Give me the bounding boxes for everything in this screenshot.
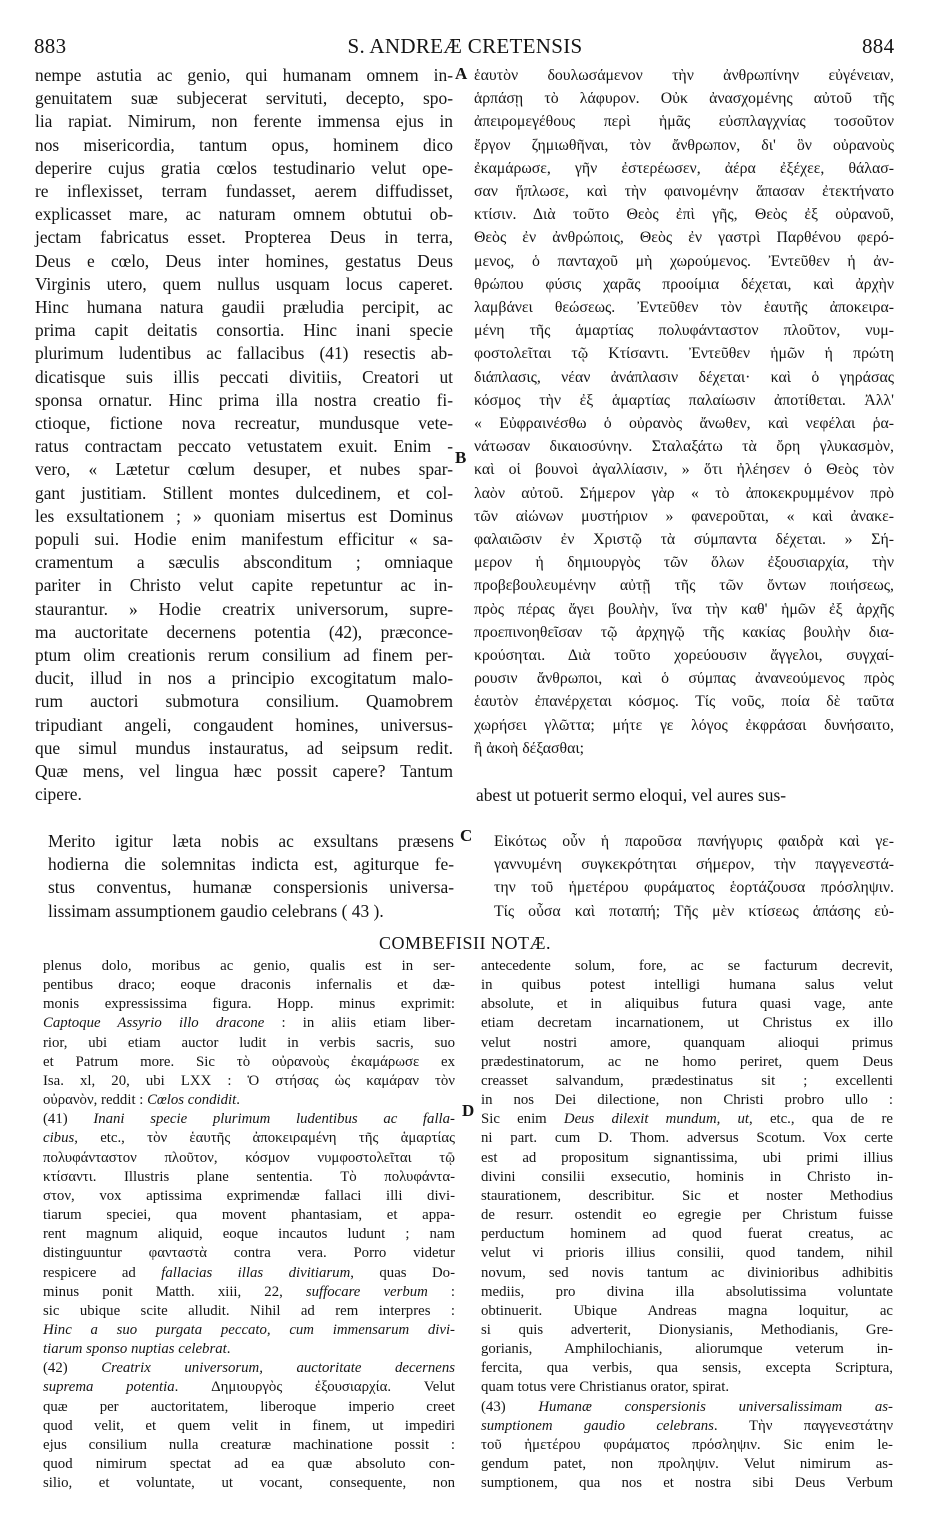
text-line: ἁρπάσῃ τὸ λάφυρον. Οὐκ ἀνασχομένης αὐτοῦ τῆς: [474, 90, 894, 108]
text-line: ratus contractam peccato vetustatem exuit. Enim -: [35, 436, 453, 457]
text-line: Τίς οὖσα καὶ ποταπή; Τῆς μὲν κτίσεως ἁπάσης εὐ-: [494, 902, 894, 920]
page-number-right: 884: [862, 34, 895, 58]
margin-marker-c: C: [460, 826, 473, 845]
text-line: plurimum ludentibus ac fallacibus (41) resectis ab-: [35, 343, 453, 364]
text-line: rior, ubi etiam auctor ludit in verbis sacris, suo: [43, 1034, 455, 1051]
text-line: κόσμος τὴν ἐξ ἁμαρτίας παλαίωσιν ἀποτίθεται. Ἀλλ': [474, 391, 894, 409]
latin-continuation-line: abest ut potuerit sermo eloqui, vel aures sus-: [476, 785, 787, 805]
text-line: et Patrum more. Sic τὸ οὐρανοὺς ἐκαμάρωσε ex: [43, 1053, 455, 1070]
text-line: πολυφάνταστον πλοῦτον, κόσμον νυμφοστολεῖται τῷ: [43, 1149, 455, 1166]
text-line: πρὸς πέρας ἄγει βουλὴν, ἵνα τὴν καθ' ἡμῶν ἐξ ἀρχῆς: [474, 600, 894, 618]
text-line: ducit, illud in nos a principio excogitatum malo-: [35, 668, 453, 689]
text-line: populi sui. Hodie enim manifestum efficitur « sa-: [35, 529, 453, 550]
text-line: μένη τῆς ἁμαρτίας πολυφάνταστον πλοῦτον, νυμ-: [474, 322, 894, 340]
text-line: in quibus potest intelligi humana salus velut: [481, 977, 893, 994]
text-line: προεπινοηθεῖσαν τῷ ἀρχηγῷ τῆς κακίας βουλὴν δια-: [474, 623, 894, 641]
text-line: νάτωσαν δικαιοσύνην. Σταλαξάτω τὰ ὄρη γλυκασμὸν,: [474, 438, 894, 456]
text-line: Merito igitur læta nobis ac exsultans præsens: [48, 831, 454, 851]
text-line: nempe astutia ac genio, qui humanam omnem in-: [35, 65, 453, 85]
text-line: Isa. xl, 20, ubi LXX : Ὁ στήσας ὡς καμάραν τὸν: [43, 1072, 455, 1089]
page-number-left: 883: [34, 34, 67, 58]
text-line: staurantur. » Hodie creatrix universorum, supre-: [35, 598, 453, 619]
text-line: quod nimirum spectat ad ea quæ absoluto con-: [43, 1456, 455, 1473]
text-line: hodierna die solemnitas indicta est, agiturque fe-: [48, 854, 454, 875]
text-line: Θεὸς ἐν ἀνθρώποις, Θεὸς ἐν γαστρὶ Παρθένου φερό-: [474, 229, 894, 247]
text-line: Virginis utero, quem nullus usquam locus caperet.: [35, 273, 453, 294]
text-line: μενος, ὁ πανταχοῦ μὴ χωρούμενος. Ἐντεῦθεν ἡ ἀν-: [474, 252, 894, 270]
text-line: monis expressissima figura. Hopp. minus exprimit:: [43, 996, 455, 1013]
text-line: silio, et voluntate, ut vocant, consequente, non: [43, 1475, 455, 1492]
text-line: κτίσαντι. Illustris plane sententia. Τὸ πολυφάντα-: [43, 1168, 455, 1185]
text-line: pariter in Christo velut capite repetuntur ac in-: [35, 575, 453, 596]
text-line: velut vi prioris illius consilii, quod tandem, nihil: [481, 1245, 893, 1262]
text-line: ἀπειρομεγέθους περὶ ἡμᾶς εὐσπλαγχνίας τοσοῦτον: [474, 113, 894, 131]
text-line: θρώπου φύσις χαρᾶς προοίμια δέχεται, καὶ ἀρχὴν: [474, 275, 894, 293]
text-line: perductum hominem ad quod fuerat creatus, ac: [481, 1226, 893, 1243]
text-line: Εἰκότως οὖν ἡ παροῦσα πανήγυρις φαιδρὰ καὶ γε-: [494, 833, 894, 850]
latin-paragraph-merito: [48, 830, 454, 923]
text-line: sumptionem, qua nos et nostra sibi Deus Verbum: [481, 1475, 893, 1492]
text-line: obtinuerit. Ubique Andreas magna loquitur, ac: [481, 1302, 893, 1319]
text-line: minus ponit Matth. xiii, 22, suffocare verbum :: [43, 1283, 455, 1300]
text-line: nos misericordia, tantum opus, hominem dico: [35, 134, 453, 155]
latin-text-column: [35, 64, 453, 807]
text-line: γαννυμένη συγκεκρότηται σήμερον, τὴν παγγενεστά-: [494, 856, 894, 874]
text-line: divini consilii exsecutio, hominis in Christo in-: [481, 1168, 893, 1185]
text-line: absolute, et in aliquibus futura quasi vage, ante: [481, 996, 893, 1013]
text-line: mediis, pro divina illa absolutissima voluntate: [481, 1283, 893, 1300]
greek-text-column: [474, 64, 894, 760]
text-line: plenus dolo, moribus ac genio, qualis est in ser-: [43, 958, 455, 974]
text-line: Captoque Assyrio illo dracone : in aliis etiam liber-: [43, 1015, 455, 1032]
text-line: φοστολεῖται τῷ Κτίσαντι. Ἐντεῦθεν ἡμῶν ἡ πρώτη: [474, 345, 894, 363]
text-line: cramentum a sæculis absconditum ; omniaque: [35, 552, 453, 573]
text-line: gant justitiam. Stillent montes dulcedinem, et col-: [35, 482, 453, 503]
text-line: sic ubique scite alludit. Nihil ad rem interpres :: [43, 1302, 455, 1319]
margin-marker-b: B: [455, 448, 467, 467]
text-line: dicatisque suis illis peccati divitiis, Creatori ut: [35, 366, 453, 387]
text-line: tripudiant angeli, congaudent homines, universus-: [35, 714, 453, 735]
text-line: genuitatem suæ subjecerat servituti, decepto, spo-: [35, 88, 453, 109]
text-line: χωρήσει γλῶττα; μήτε γε λόγος ἐκφράσαι δυνήσαιτο,: [474, 716, 894, 734]
text-line: ἑαυτὸν ἐπανέρχεται κόσμος. Τίς νοῦς, ποία δὲ ταῦτα: [474, 693, 894, 711]
text-line: prædestinatorum, ac ne homo periret, quem Deus: [481, 1053, 893, 1070]
text-line: est ad propositum signantissima, ubi primi illius: [481, 1149, 893, 1166]
text-line: τοῦ ἡμετέρου φυράματος πρόσληψιν. Sic enim le-: [481, 1436, 893, 1453]
text-line: cipere.: [35, 784, 82, 805]
text-line: vero, « Lætetur cœlum desuper, et nubes spar-: [35, 459, 453, 480]
text-line: καὶ οἱ βουνοὶ ἀγαλλίασιν, » ὅτι ἠλέησεν ὁ Θεὸς τὸν: [474, 461, 894, 479]
text-line: rum auctori submotura consilium. Quamobrem: [35, 691, 453, 712]
text-line: ma auctoritate decernens potentia (42), præconce-: [35, 621, 453, 642]
text-line: ni part. cum D. Thom. adversus Scotum. Vox certe: [481, 1130, 893, 1147]
text-line: jectam fabricatus esset. Propterea Deus in terra,: [35, 227, 453, 248]
text-line: creasset salvandum, prædestinatus sit ; excellenti: [481, 1072, 893, 1089]
text-line: respicere ad fallacias illas divitiarum, quas Do-: [43, 1264, 455, 1281]
text-line: antecedente solum, fore, ac se facturum decrevit,: [481, 958, 893, 974]
text-line: ρουσιν ἄνθρωποι, καὶ ὁ σύμπας ἀνανεούμενος πρὸς: [474, 670, 894, 688]
text-line: κρούσηται. Διὰ τοῦτο χορεύουσιν ἄγγελοι, συγχαί-: [474, 647, 894, 665]
text-line: στον, vox aptissima exprimendæ fallaci illi divi-: [43, 1187, 455, 1204]
text-line: distinguuntur φανταστὰ contra vera. Porro videtur: [43, 1245, 455, 1262]
text-line: gorianis, Amphilochianis, aliorumque veterum in-: [481, 1341, 893, 1358]
text-line: τῶν αἰώνων μυστήριον » φανεροῦται, « καὶ ἀνακε-: [474, 507, 894, 525]
text-line: quod velit, et quem velit in finem, ut impediri: [43, 1417, 455, 1434]
text-line: de resurr. ostendit eo egregie per Christum fuisse: [481, 1207, 893, 1224]
text-line: sponsa ornatur. Hinc prima illa nostra creatio fi-: [35, 389, 453, 410]
text-line: (43) Humanæ conspersionis universalissimam as-: [481, 1398, 893, 1415]
text-line: in nos Dei dilectione, non Christi probro ullo :: [481, 1092, 893, 1109]
text-line: προβεβουλευμένην αὐτῇ τῆς τῶν ὄντων ποιήσεως,: [474, 577, 894, 595]
text-line: (41) Inani specie plurimum ludentibus ac falla-: [43, 1111, 455, 1128]
text-line: tiarum sponso nuptias celebrat.: [43, 1341, 231, 1358]
text-line: Quæ mens, vel lingua hæc possit capere? Tantum: [35, 761, 453, 782]
text-line: « Εὐφραινέσθω ὁ οὐρανὸς ἄνωθεν, καὶ νεφέλαι ῥα-: [474, 415, 894, 433]
text-line: prima capit deitatis consortia. Hinc inani specie: [35, 320, 453, 341]
text-line: Hinc a suo purgata peccato, cum immensarum divi-: [43, 1321, 455, 1338]
text-line: cibus, etc., τὸν ἑαυτῆς ἀποκειραμένη τῆς ἁμαρτίας: [43, 1130, 455, 1147]
text-line: διάπλασις, νέαν ἀνάπλασιν δέχεται· καὶ ὁ γηράσας: [474, 368, 894, 386]
text-line: que simul mundus instauratus, ad seipsum redit.: [35, 737, 453, 758]
text-line: ἑαυτὸν δουλωσάμενον τὴν ἀνθρωπίνην εὐγένειαν,: [474, 67, 894, 84]
margin-marker-a: A: [455, 64, 468, 83]
text-line: Hinc humana natura gaudii præludia percipit, ac: [35, 297, 453, 318]
text-line: ctioque, fictione nova recreatur, mundusque vete-: [35, 413, 453, 434]
text-line: etiam decretam incarnationem, ut Christus ex illo: [481, 1015, 893, 1032]
text-line: pentibus draco; eoque draconis infernalis et dæ-: [43, 977, 455, 994]
text-line: Deus e cœlo, Deus inter homines, gestatus Deus: [35, 250, 453, 271]
text-line: την τοῦ ἡμετέρου φυράματος ἑορτάζουσα πρόσληψιν.: [494, 879, 894, 897]
text-line: quæ per auctoritatem, liberoque imperio creet: [43, 1398, 455, 1415]
text-line: sumptionem gaudio celebrans. Τὴν παγγενεστάτην: [481, 1417, 894, 1434]
notes-left-column: [43, 957, 455, 1493]
text-line: gendum patet, non προληψιν. Velut nimirum as-: [481, 1456, 893, 1473]
text-line: les exsultationem ; » quoniam misertus est Dominus: [35, 505, 453, 526]
text-line: λαμβάνει θεώσεως. Ἐντεῦθεν τὸν ἑαυτῆς ἀποκειρα-: [474, 299, 894, 317]
text-line: deperire cujus gratia cœlos testudinario velut ope-: [35, 157, 453, 178]
text-line: re inflexisset, terram fundasset, aerem diffudisset,: [35, 181, 453, 202]
text-line: explicasset mare, ac naturam omnem obtutui ob-: [35, 204, 453, 225]
text-line: μερον ἡ δημιουργὸς τῶν ὅλων ἐξουσιαρχία, τὴν: [474, 554, 894, 572]
text-line: tiarum speciei, qua movent phantasiam, et appa-: [43, 1207, 455, 1224]
notes-right-column: [481, 957, 893, 1493]
text-line: quam totus vere Christianus orator, spirat.: [481, 1379, 730, 1396]
text-line: si quis adverterit, Dionysianis, Methodianis, Gre-: [481, 1321, 893, 1338]
text-line: velut nostri amore, quanquam alioqui primus: [481, 1034, 893, 1051]
greek-paragraph-eikotos: [494, 830, 894, 923]
text-line: λαὸν αὐτοῦ. Σήμερον γὰρ « τὸ ἀποκεκρυμμένον πρὸ: [474, 484, 894, 502]
text-line: σαν ἥπλωσε, καὶ τὴν φαινομένην ἅπασαν ἐτεκτήνατο: [474, 183, 894, 201]
text-line: novum, sed novis tantum ac divinioribus adhibitis: [481, 1264, 893, 1281]
text-line: κτίσιν. Διὰ τοῦτο Θεὸς ἐπὶ γῆς, Θεὸς ἐξ οὐρανοῦ,: [474, 206, 894, 224]
text-line: (42) Creatrix universorum, auctoritate decernens: [43, 1360, 455, 1377]
text-line: suprema potentia. Δημιουργὸς ἐξουσιαρχία. Velut: [43, 1379, 455, 1396]
notes-heading: COMBEFISII NOTÆ.: [378, 933, 551, 953]
text-line: stus conventus, humanæ conspersionis universa-: [48, 877, 454, 898]
text-line: Sic enim Deus dilexit mundum, ut, etc., qua de re: [481, 1111, 893, 1128]
text-line: ejus consilium nulla creaturæ machinatione possit :: [43, 1436, 455, 1453]
text-line: rent magnum aliquid, eoque incautos ludunt ; nam: [43, 1226, 455, 1243]
text-line: ἢ ἀκοὴ δέξασθαι;: [474, 739, 585, 757]
text-line: ἔργον ζημιωθῆναι, τὸν ἄνθρωπον, δι' ὃν οὐρανοὺς: [474, 136, 894, 154]
text-line: lia rapiat. Nimirum, non ferente immensa ejus in: [35, 111, 453, 132]
text-line: lissimam assumptionem gaudio celebrans ( 43 ).: [48, 900, 384, 921]
text-line: fercita, qua verbis, qua sensis, excepta Scriptura,: [481, 1360, 893, 1377]
text-line: staurationem, describitur. Sic et noster Methodius: [481, 1187, 893, 1204]
running-title: S. ANDREÆ CRETENSIS: [347, 34, 583, 58]
margin-marker-d: D: [462, 1101, 475, 1120]
text-line: ptum olim creationis rerum consilium ad finem per-: [35, 645, 453, 666]
text-line: οὐρανὸν, reddit : Cœlos condidit.: [43, 1092, 240, 1109]
text-line: ἐκαμάρωσε, γῆν ἐστερέωσεν, ἀέρα ἐξέχεε, θάλασ-: [474, 159, 894, 177]
text-line: φαλαιῶσιν ἐν Χριστῷ τὰ σύμπαντα δέχεται. » Σή-: [474, 531, 894, 549]
